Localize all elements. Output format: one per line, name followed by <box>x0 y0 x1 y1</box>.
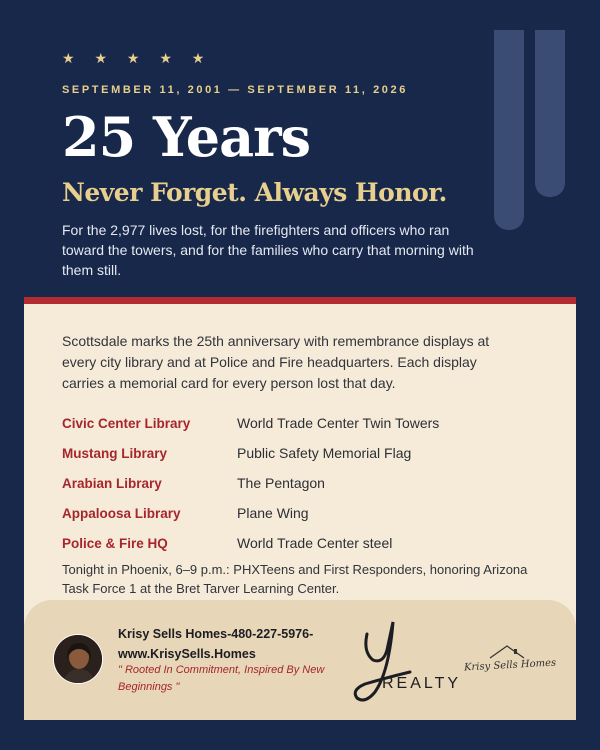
display-item: World Trade Center steel <box>237 535 393 551</box>
contact-info <box>118 624 333 664</box>
location-name: Appaloosa Library <box>62 505 181 521</box>
intro-text: For the 2,977 lives lost, for the firefighters and officers who ran toward the towers, and for the families who carry that morning with them still. <box>62 222 474 278</box>
location-name: Mustang Library <box>62 445 168 461</box>
display-item: Public Safety Memorial Flag <box>237 445 412 461</box>
house-logo-text: Krisy Sells Homes <box>463 657 557 674</box>
avatar <box>53 634 103 684</box>
list-item <box>62 438 532 468</box>
location-name: Civic Center Library <box>62 415 191 431</box>
contact-phone: Krisy Sells Homes-480-227-5976- <box>118 627 314 641</box>
panel-description: Scottsdale marks the 25th anniversary with remembrance displays at every city library and at Police and Fire headquarters. Each display carries a memorial card for every person lost that day. <box>62 333 490 391</box>
contact-website: www.KrisySells.Homes <box>118 647 256 661</box>
location-name: Arabian Library <box>62 475 162 491</box>
display-item: World Trade Center Twin Towers <box>237 415 440 431</box>
page-title: 25 Years <box>62 105 310 169</box>
date-range: SEPTEMBER 11, 2001 — SEPTEMBER 11, 2026 <box>62 84 408 96</box>
slogan-quote: " Rooted In Commitment, Inspired By New Beginnings " <box>118 664 325 693</box>
display-list <box>62 408 532 558</box>
list-item <box>62 468 532 498</box>
stars-row: ★ ★ ★ ★ ★ <box>62 50 213 66</box>
list-item <box>62 498 532 528</box>
list-item <box>62 528 532 558</box>
decorative-stripe-tall <box>494 30 524 230</box>
display-item: Plane Wing <box>237 505 309 521</box>
event-note: Tonight in Phoenix, 6–9 p.m.: PHXTeens and First Responders, honoring Arizona Task Force 1 at the Bret Tarver Learning Center. <box>62 562 528 596</box>
tagline: Never Forget. Always Honor. <box>62 178 447 207</box>
realty-wordmark: REALTY <box>382 675 462 692</box>
decorative-stripe-short <box>535 30 565 197</box>
list-item <box>62 408 532 438</box>
location-name: Police & Fire HQ <box>62 535 168 551</box>
display-item: The Pentagon <box>237 475 325 491</box>
